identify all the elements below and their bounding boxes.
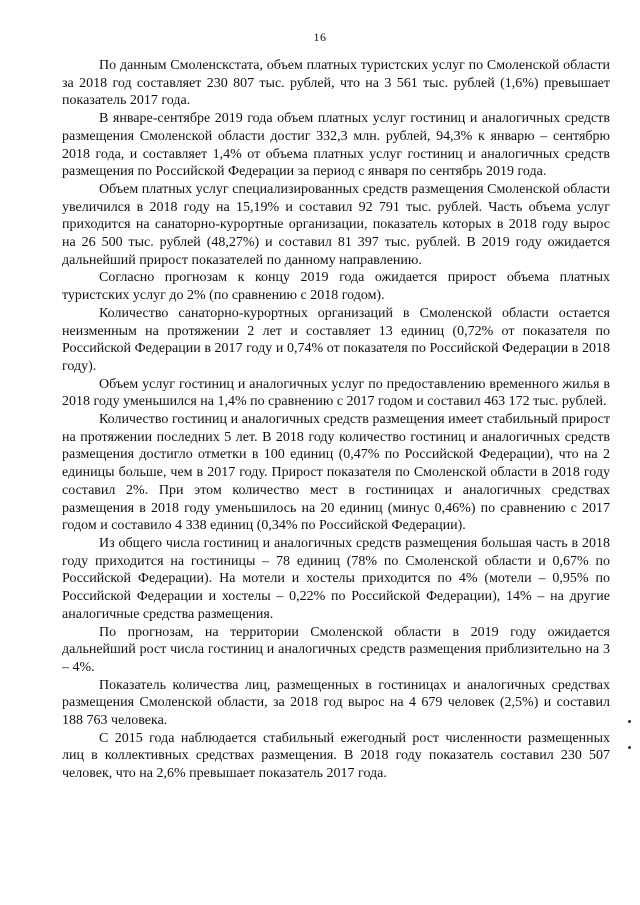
page-number: 16 xyxy=(313,30,327,44)
paragraph-forecast-2019: Согласно прогнозам к концу 2019 года ожидается прирост объема платных туристских услуг до 2% (по сравнению с 2018 годом). xyxy=(62,270,610,304)
paragraph-tourist-services-volume: По данным Смоленскстата, объем платных туристских услуг по Смоленской области за 2018 год составляет 230 807 тыс. рублей, что на 3 561 тыс. рублей (1,6%) превышает показатель 2017 года. xyxy=(62,58,610,109)
paragraph-sanatorium-count: Количество санаторно-курортных организаций в Смоленской области остается неизменным на протяжении 2 лет и составляет 13 единиц (0,72% от показателя по Российской Федерации в 2017 году и 0,74% от показателя по Российской Федерации в 2018 году). xyxy=(62,305,610,374)
paragraph-guests-growth-since-2015: С 2015 года наблюдается стабильный ежегодный рост численности размещенных лиц в коллективных средствах размещения. В 2018 году показатель составил 230 507 человек, что на 2,6% превышает показатель 2017 года. xyxy=(62,730,610,782)
paragraph-hotel-count-forecast: По прогнозам, на территории Смоленской области в 2019 году ожидается дальнейший рост числа гостиниц и аналогичных средств размещения приблизительно на 3 – 4%. xyxy=(62,624,610,675)
paragraph-hotel-count-growth: Количество гостиниц и аналогичных средств размещения имеет стабильный прирост на протяжении последних 5 лет. В 2018 году количество гостиниц и аналогичных средств размещения достигло отметки в 100 единиц (0,47% по Российской Федерации), что на 2 единицы больше, чем в 2017 году. Прирост показателя по Смоленской области в 2018 году составил 2%. При этом количество мест в гостиницах и аналогичных средствах размещения в 2018 году уменьшилось на 20 единиц (минус 0,46%) по сравнению с 2017 годом и составило 4 338 единиц (0,34% по Российской Федерации). xyxy=(62,412,610,534)
paragraph-temporary-housing-services: Объем услуг гостиниц и аналогичных услуг по предоставлению временного жилья в 2018 году уменьшился на 1,4% по сравнению с 2017 годом и составил 463 172 тыс. рублей. xyxy=(62,376,610,410)
paragraph-hotel-services-jan-sep: В январе-сентябре 2019 года объем платных услуг гостиниц и аналогичных средств размещения Смоленской области достиг 332,3 млн. рублей, 94,3% к январю – сентябрю 2018 года, и составляет 1,4% от объема платных услуг гостиниц и аналогичных средств размещения по Российской Федерации за период с января по сентябрь 2019 года. xyxy=(62,111,610,180)
scan-speck xyxy=(628,746,631,749)
paragraph-guests-count: Показатель количества лиц, размещенных в гостиницах и аналогичных средствах размещения Смоленской области, за 2018 год вырос на 4 679 человек (2,5%) и составил 188 763 человека. xyxy=(62,677,610,729)
paragraph-hotel-structure: Из общего числа гостиниц и аналогичных средств размещения большая часть в 2018 году приходится на гостиницы – 78 единиц (78% по Смоленской области и 0,67% по Российской Федерации). На мотели и хостелы приходится по 4% (мотели – 0,95% по Российской Федерации и хостелы – 0,22% по Российской Федерации), 14% – на другие аналогичные средства размещения. xyxy=(62,535,610,622)
paragraph-specialized-accommodation: Объем платных услуг специализированных средств размещения Смоленской области увеличился в 2018 году на 15,19% и составил 92 791 тыс. рублей. Часть объема услуг приходится на санаторно-курортные организации, показатель которых в 2018 году вырос на 26 500 тыс. рублей (48,27%) и составил 81 397 тыс. рублей. В 2019 году ожидается дальнейший прирост показателей по данному направлению. xyxy=(62,181,610,268)
scan-speck xyxy=(628,720,631,723)
document-body xyxy=(62,57,610,783)
